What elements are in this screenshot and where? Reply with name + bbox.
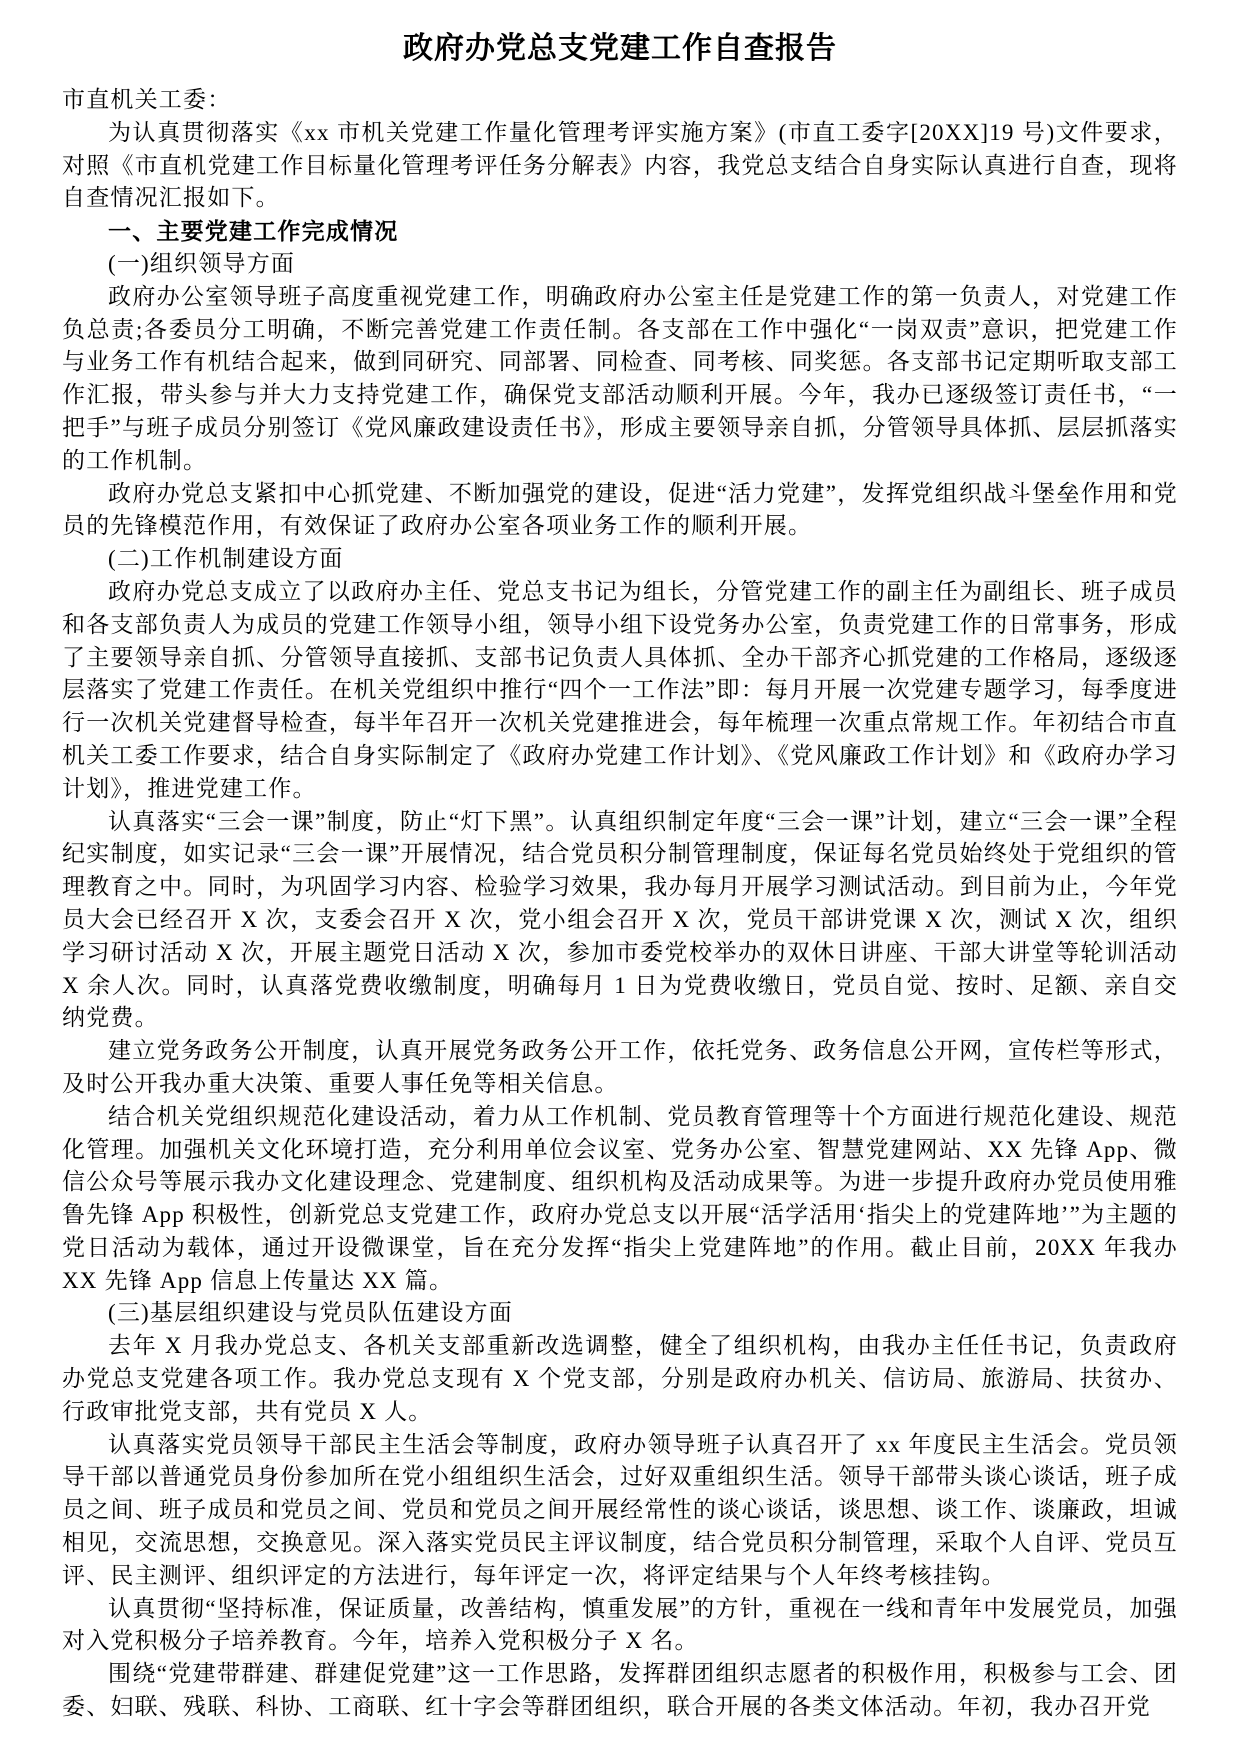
subsection-heading-organization-leadership: (一)组织领导方面: [108, 250, 296, 276]
paragraph-democratic-life-meeting: 认真落实党员领导干部民主生活会等制度，政府办领导班子认真召开了 xx 年度民主生活会。党员领导干部以普通党员身份参加所在党小组组织生活会，过好双重组织生活。领导干部带头谈心谈话，班子成员之间、班子成员和党员之间、党员和党员之间开展经常性的谈心谈话，谈思想、谈工作、谈廉政，坦诚相见，交流思想，交换意见。深入落实党员民主评议制度，结合党员积分制管理，采取个人自评、党员互评、民主测评、组织评定的方法进行，每年评定一次，将评定结果与个人年终考核挂钩。: [62, 1431, 1178, 1588]
subsection-heading-grassroots-organization: (三)基层组织建设与党员队伍建设方面: [108, 1300, 513, 1326]
paragraph-branch-adjustment: 去年 X 月我办党总支、各机关支部重新改选调整，健全了组织机构，由我办主任任书记，负责政府办党总支党建各项工作。我办党总支现有 X 个党支部，分别是政府办机关、信访局、旅游局、扶贫办、行政审批党支部，共有党员 X 人。: [62, 1333, 1178, 1424]
paragraph-mass-organizations: 围绕“党建带群建、群建促党建”这一工作思路，发挥群团组织志愿者的积极作用，积极参与工会、团委、妇联、残联、科协、工商联、红十字会等群团组织，联合开展的各类文体活动。年初，我办召开党: [62, 1661, 1178, 1720]
subsection-heading-work-mechanism: (二)工作机制建设方面: [108, 546, 344, 572]
salutation: 市直机关工委：: [62, 87, 232, 112]
paragraph-three-meetings-one-lesson: 认真落实“三会一课”制度，防止“灯下黑”。认真组织制定年度“三会一课”计划，建立“三会一课”全程纪实制度，如实记录“三会一课”开展情况，结合党员积分制管理制度，保证每名党员始终处于党组织的管理教育之中。同时，为巩固学习内容、检验学习效果，我办每月开展学习测试活动。到目前为止，今年党员大会已经召开 X 次，支委会召开 X 次，党小组会召开 X 次，党员干部讲党课 X 次，测试 X 次，组织学习研讨活动 X 次，开展主题党日活动 X 次，参加市委党校举办的双休日讲座、干部大讲堂等轮训活动 X 余人次。同时，认真落党费收缴制度，明确每月 1 日为党费收缴日，党员自觉、按时、足额、亲自交纳党费。: [62, 808, 1178, 1031]
paragraph-member-development: 认真贯彻“坚持标准，保证质量，改善结构，慎重发展”的方针，重视在一线和青年中发展党员，加强对入党积极分子培养教育。今年，培养入党积极分子 X 名。: [62, 1595, 1178, 1654]
paragraph-leading-group: 政府办党总支成立了以政府办主任、党总支书记为组长，分管党建工作的副主任为副组长、班子成员和各支部负责人为成员的党建工作领导小组，领导小组下设党务办公室，负责党建工作的日常事务，形成了主要领导亲自抓、分管领导直接抓、支部书记负责人具体抓、全办干部齐心抓党建的工作格局，逐级逐层落实了党建工作责任。在机关党组织中推行“四个一工作法”即：每月开展一次党建专题学习，每季度进行一次机关党建督导检查，每半年召开一次机关党建推进会，每年梳理一次重点常规工作。年初结合市直机关工委工作要求，结合自身实际制定了《政府办党建工作计划》、《党风廉政工作计划》和《政府办学习计划》，推进党建工作。: [62, 578, 1178, 801]
section-heading-main-work: 一、主要党建工作完成情况: [108, 218, 399, 245]
paragraph-standardization-app: 结合机关党组织规范化建设活动，着力从工作机制、党员教育管理等十个方面进行规范化建设、规范化管理。加强机关文化环境打造，充分利用单位会议室、党务办公室、智慧党建网站、XX 先锋 App、微信公众号等展示我办文化建设理念、党建制度、组织机构及活动成果等。为进一步提升政府办党员使用雅鲁先锋 App 积极性，创新党总支党建工作，政府办党总支以开展“活学活用‘指尖上的党建阵地’”为主题的党日活动为载体，通过开设微课堂，旨在充分发挥“指尖上党建阵地”的作用。截止目前，20XX 年我办 XX 先锋 App 信息上传量达 XX 篇。: [62, 1103, 1178, 1293]
paragraph-leadership-responsibility: 政府办公室领导班子高度重视党建工作，明确政府办公室主任是党建工作的第一负责人，对党建工作负总责;各委员分工明确，不断完善党建工作责任制。各支部在工作中强化“一岗双责”意识，把党建工作与业务工作有机结合起来，做到同研究、同部署、同检查、同考核、同奖惩。各支部书记定期听取支部工作汇报，带头参与并大力支持党建工作，确保党支部活动顺利开展。今年，我办已逐级签订责任书，“一把手”与班子成员分别签订《党风廉政建设责任书》，形成主要领导亲自抓，分管领导具体抓、层层抓落实的工作机制。: [62, 283, 1178, 473]
paragraph-party-building-core: 政府办党总支紧扣中心抓党建、不断加强党的建设，促进“活力党建”，发挥党组织战斗堡垒作用和党员的先锋模范作用，有效保证了政府办公室各项业务工作的顺利开展。: [62, 480, 1178, 539]
paragraph-intro: 为认真贯彻落实《xx 市机关党建工作量化管理考评实施方案》(市直工委字[20XX]19 号)文件要求，对照《市直机党建工作目标量化管理考评任务分解表》内容，我党总支结合自身实际认真进行自查，现将自查情况汇报如下。: [62, 119, 1178, 211]
document-title: 政府办党总支党建工作自查报告: [403, 32, 837, 65]
paragraph-open-government: 建立党务政务公开制度，认真开展党务政务公开工作，依托党务、政务信息公开网，宣传栏等形式，及时公开我办重大决策、重要人事任免等相关信息。: [62, 1038, 1178, 1096]
